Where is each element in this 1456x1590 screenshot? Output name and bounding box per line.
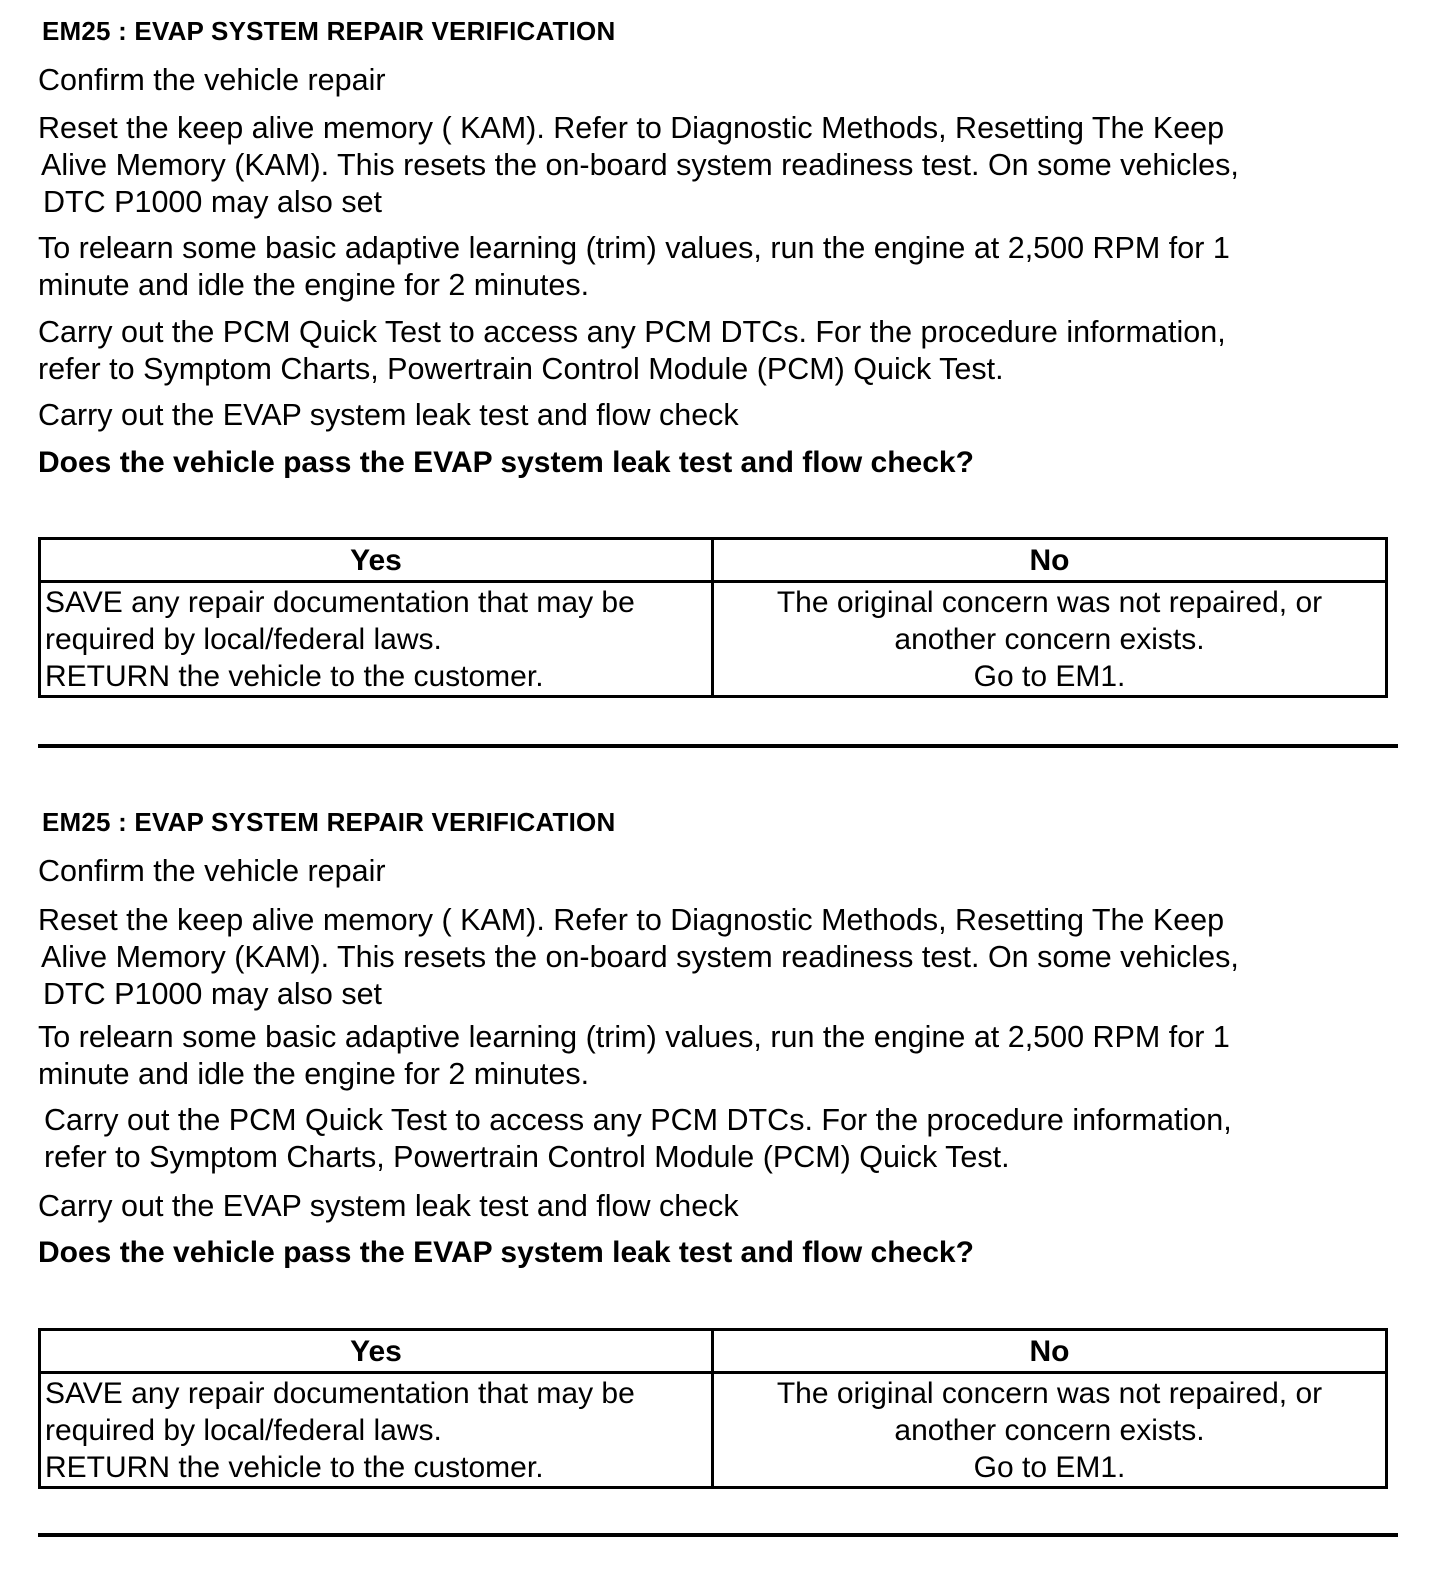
table-header-no: No: [1029, 1335, 1070, 1368]
table-cell-yes: SAVE any repair documentation that may be required by local/federal laws. RETURN the vehicle to the customer.: [45, 586, 635, 693]
table-cell-no: The original concern was not repaired, or another concern exists. Go to EM1.: [776, 1377, 1323, 1484]
step-paragraph: Carry out the EVAP system leak test and flow check: [38, 398, 739, 432]
decision-question: Does the vehicle pass the EVAP system leak test and flow check?: [38, 446, 974, 479]
step-paragraph: To relearn some basic adaptive learning (trim) values, run the engine at 2,500 RPM for 1 minute and idle the engine for 2 minutes.: [38, 231, 1230, 302]
step-paragraph: To relearn some basic adaptive learning (trim) values, run the engine at 2,500 RPM for 1 minute and idle the engine for 2 minutes.: [38, 1020, 1230, 1091]
step-paragraph: Carry out the EVAP system leak test and flow check: [38, 1189, 739, 1223]
table-row-divider: [41, 580, 1385, 583]
step-paragraph: Carry out the PCM Quick Test to access any PCM DTCs. For the procedure information, refer to Symptom Charts, Powertrain Control Module (PCM) Quick Test.: [38, 315, 1226, 386]
step-paragraph: Reset the keep alive memory ( KAM). Refer to Diagnostic Methods, Resetting The Keep Alive Memory (KAM). This resets the on-board system readiness test. On some vehicles, DTC P1000 may also set: [38, 903, 1239, 1011]
table-header-yes: Yes: [350, 544, 402, 577]
decision-question: Does the vehicle pass the EVAP system leak test and flow check?: [38, 1236, 974, 1269]
decision-table: [38, 1328, 1388, 1489]
table-header-yes: Yes: [350, 1335, 402, 1368]
step-paragraph: Confirm the vehicle repair: [38, 854, 386, 888]
table-cell-yes: SAVE any repair documentation that may be required by local/federal laws. RETURN the vehicle to the customer.: [45, 1377, 635, 1484]
decision-table: [38, 537, 1388, 698]
step-paragraph: Reset the keep alive memory ( KAM). Refer to Diagnostic Methods, Resetting The Keep Alive Memory (KAM). This resets the on-board system readiness test. On some vehicles, DTC P1000 may also set: [38, 111, 1239, 219]
section-divider: [38, 744, 1398, 748]
table-cell-no: The original concern was not repaired, or another concern exists. Go to EM1.: [776, 586, 1323, 693]
table-row-divider: [41, 1371, 1385, 1374]
step-paragraph: Confirm the vehicle repair: [38, 63, 386, 97]
section-heading: EM25 : EVAP SYSTEM REPAIR VERIFICATION: [42, 807, 616, 837]
table-header-no: No: [1029, 544, 1070, 577]
section-heading: EM25 : EVAP SYSTEM REPAIR VERIFICATION: [42, 16, 616, 46]
step-paragraph: Carry out the PCM Quick Test to access any PCM DTCs. For the procedure information, refer to Symptom Charts, Powertrain Control Module (PCM) Quick Test.: [44, 1103, 1232, 1174]
section-divider: [38, 1533, 1398, 1537]
